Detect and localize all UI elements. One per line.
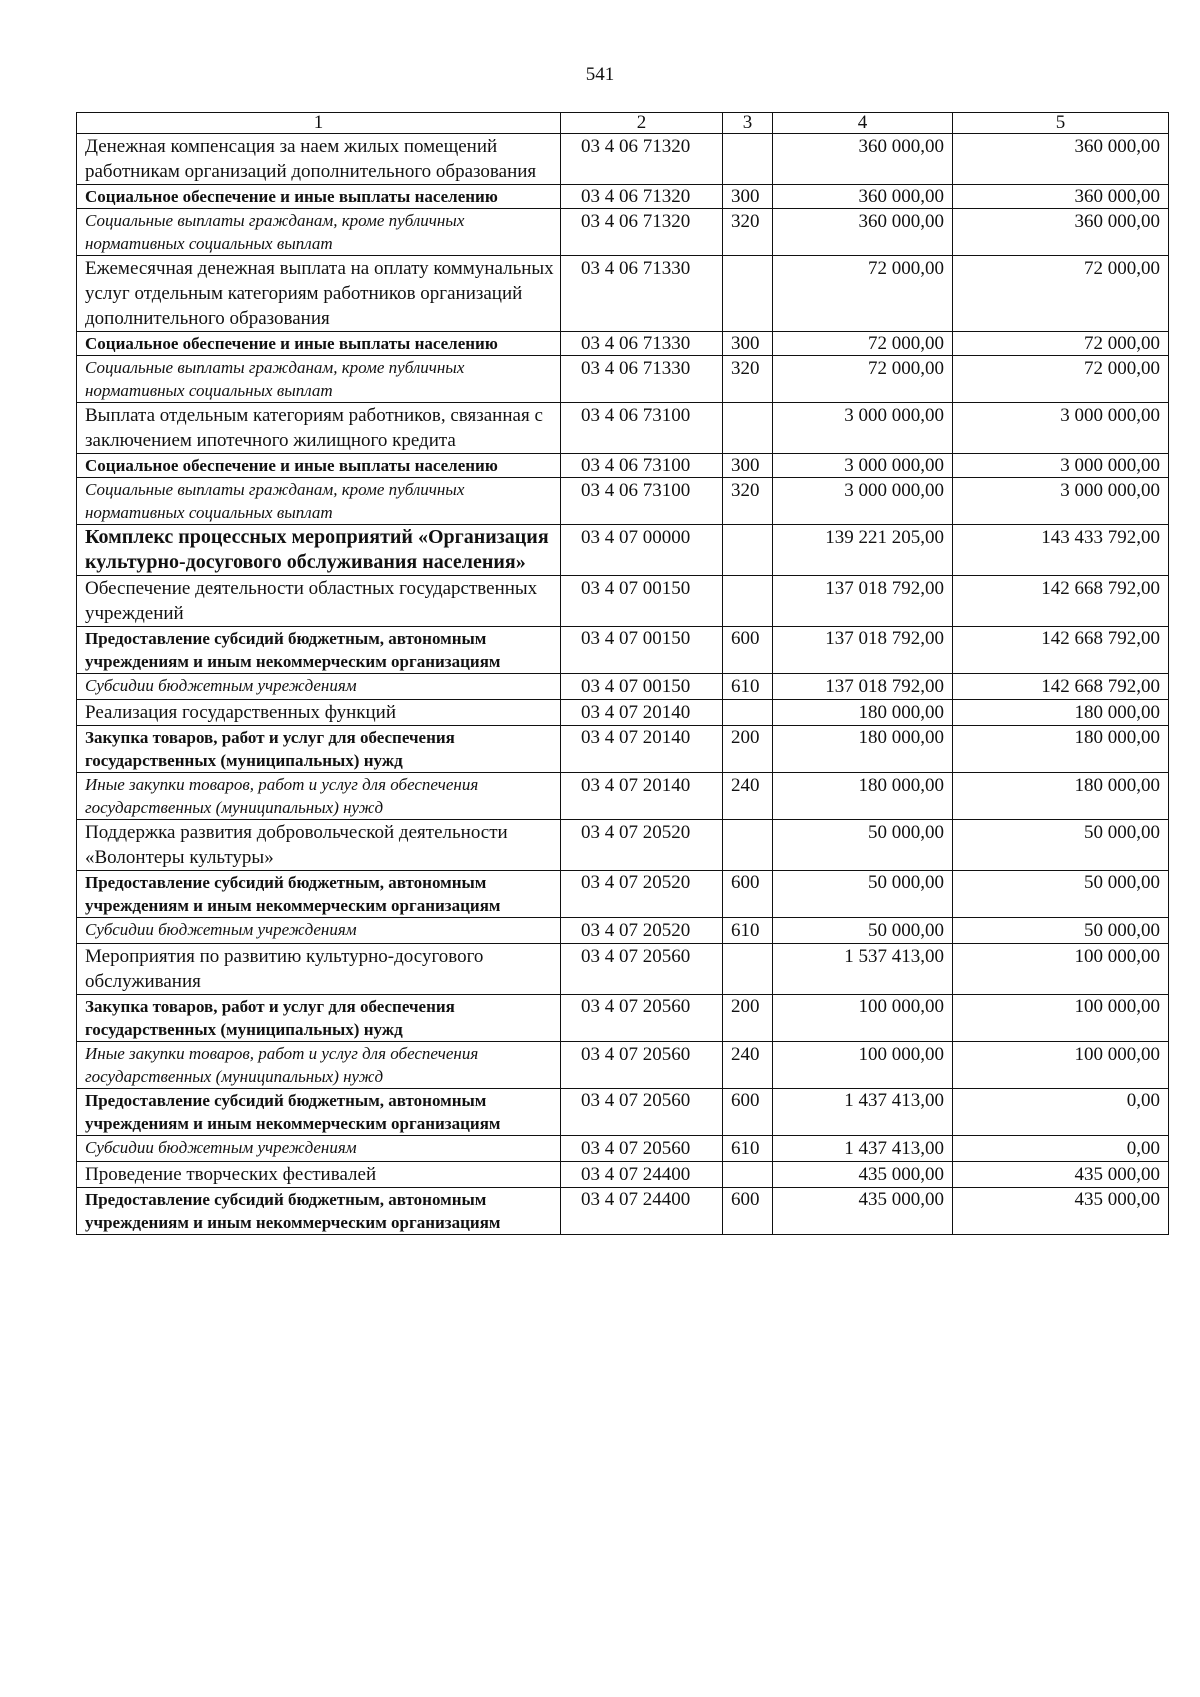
row-type-cell: [723, 944, 773, 995]
table-row: [77, 1089, 1169, 1136]
row-amount-1-cell: 3 000 000,00: [773, 454, 953, 478]
row-amount-2-cell: 0,00: [953, 1136, 1169, 1162]
table-row: [77, 1162, 1169, 1188]
row-code-cell: 03 4 07 20520: [561, 918, 723, 944]
row-amount-2-cell: 435 000,00: [953, 1188, 1169, 1235]
table-row: [77, 1188, 1169, 1235]
row-amount-2-cell: 360 000,00: [953, 209, 1169, 256]
table-body: [77, 134, 1169, 1235]
row-name-cell: Комплекс процессных мероприятий «Организация культурно-досугового обслуживания населения»: [77, 525, 561, 576]
row-amount-1-cell: 139 221 205,00: [773, 525, 953, 576]
row-type-cell: 320: [723, 209, 773, 256]
table-row: [77, 627, 1169, 674]
row-name-cell: Социальное обеспечение и иные выплаты населению: [77, 454, 561, 478]
row-code-cell: 03 4 07 20560: [561, 1136, 723, 1162]
table-row: [77, 256, 1169, 332]
table-row: [77, 773, 1169, 820]
row-name-cell: Денежная компенсация за наем жилых помещений работникам организаций дополнительного образования: [77, 134, 561, 185]
row-code-cell: 03 4 06 71320: [561, 134, 723, 185]
row-amount-1-cell: 137 018 792,00: [773, 674, 953, 700]
row-code-cell: 03 4 06 71330: [561, 356, 723, 403]
table-row: [77, 995, 1169, 1042]
header-row: [77, 113, 1169, 134]
row-name-cell: Предоставление субсидий бюджетным, автономным учреждениям и иным некоммерческим организациям: [77, 871, 561, 918]
column-header-1: 1: [77, 113, 561, 134]
row-name-cell: Закупка товаров, работ и услуг для обеспечения государственных (муниципальных) нужд: [77, 995, 561, 1042]
row-amount-1-cell: 137 018 792,00: [773, 627, 953, 674]
row-amount-1-cell: 50 000,00: [773, 918, 953, 944]
row-code-cell: 03 4 06 73100: [561, 478, 723, 525]
row-amount-2-cell: 50 000,00: [953, 918, 1169, 944]
row-amount-2-cell: 100 000,00: [953, 944, 1169, 995]
row-type-cell: 240: [723, 773, 773, 820]
table-row: [77, 918, 1169, 944]
row-amount-2-cell: 435 000,00: [953, 1162, 1169, 1188]
table-row: [77, 403, 1169, 454]
row-type-cell: 600: [723, 1089, 773, 1136]
row-amount-2-cell: 50 000,00: [953, 820, 1169, 871]
row-type-cell: 610: [723, 918, 773, 944]
page-number: 541: [585, 64, 615, 85]
row-code-cell: 03 4 07 20520: [561, 820, 723, 871]
row-code-cell: 03 4 07 00150: [561, 627, 723, 674]
row-type-cell: [723, 700, 773, 726]
row-code-cell: 03 4 07 00000: [561, 525, 723, 576]
row-type-cell: 320: [723, 356, 773, 403]
row-type-cell: 600: [723, 871, 773, 918]
row-name-cell: Социальное обеспечение и иные выплаты населению: [77, 185, 561, 209]
row-code-cell: 03 4 07 20140: [561, 700, 723, 726]
row-amount-2-cell: 72 000,00: [953, 332, 1169, 356]
row-amount-1-cell: 1 437 413,00: [773, 1136, 953, 1162]
row-type-cell: 300: [723, 185, 773, 209]
row-type-cell: [723, 820, 773, 871]
row-code-cell: 03 4 06 73100: [561, 403, 723, 454]
row-amount-1-cell: 1 437 413,00: [773, 1089, 953, 1136]
table-row: [77, 726, 1169, 773]
table-row: [77, 820, 1169, 871]
row-name-cell: Социальные выплаты гражданам, кроме публичных нормативных социальных выплат: [77, 478, 561, 525]
row-amount-1-cell: 3 000 000,00: [773, 403, 953, 454]
row-type-cell: [723, 256, 773, 332]
budget-table: [76, 112, 1169, 1235]
row-amount-1-cell: 435 000,00: [773, 1162, 953, 1188]
row-type-cell: 300: [723, 332, 773, 356]
row-type-cell: 240: [723, 1042, 773, 1089]
row-code-cell: 03 4 07 20560: [561, 944, 723, 995]
row-code-cell: 03 4 06 71320: [561, 185, 723, 209]
row-amount-1-cell: 50 000,00: [773, 820, 953, 871]
table-row: [77, 1042, 1169, 1089]
row-amount-1-cell: 435 000,00: [773, 1188, 953, 1235]
row-code-cell: 03 4 07 24400: [561, 1188, 723, 1235]
column-header-4: 4: [773, 113, 953, 134]
row-name-cell: Обеспечение деятельности областных государственных учреждений: [77, 576, 561, 627]
row-code-cell: 03 4 07 20140: [561, 773, 723, 820]
row-name-cell: Реализация государственных функций: [77, 700, 561, 726]
table-row: [77, 576, 1169, 627]
row-amount-2-cell: 360 000,00: [953, 185, 1169, 209]
row-code-cell: 03 4 07 00150: [561, 674, 723, 700]
row-type-cell: [723, 134, 773, 185]
row-amount-1-cell: 72 000,00: [773, 356, 953, 403]
row-name-cell: Ежемесячная денежная выплата на оплату коммунальных услуг отдельным категориям работников организаций дополнительного образования: [77, 256, 561, 332]
row-name-cell: Предоставление субсидий бюджетным, автономным учреждениям и иным некоммерческим организациям: [77, 1089, 561, 1136]
row-name-cell: Мероприятия по развитию культурно-досугового обслуживания: [77, 944, 561, 995]
row-amount-1-cell: 137 018 792,00: [773, 576, 953, 627]
row-amount-2-cell: 100 000,00: [953, 995, 1169, 1042]
row-name-cell: Предоставление субсидий бюджетным, автономным учреждениям и иным некоммерческим организациям: [77, 1188, 561, 1235]
row-amount-2-cell: 3 000 000,00: [953, 454, 1169, 478]
row-code-cell: 03 4 07 00150: [561, 576, 723, 627]
row-name-cell: Выплата отдельным категориям работников, связанная с заключением ипотечного жилищного кредита: [77, 403, 561, 454]
row-type-cell: 200: [723, 726, 773, 773]
row-amount-1-cell: 180 000,00: [773, 773, 953, 820]
row-amount-2-cell: 72 000,00: [953, 356, 1169, 403]
table-row: [77, 700, 1169, 726]
row-amount-2-cell: 3 000 000,00: [953, 403, 1169, 454]
table-row: [77, 356, 1169, 403]
row-code-cell: 03 4 07 20560: [561, 1042, 723, 1089]
column-header-3: 3: [723, 113, 773, 134]
table-row: [77, 454, 1169, 478]
row-amount-1-cell: 72 000,00: [773, 332, 953, 356]
row-amount-2-cell: 180 000,00: [953, 700, 1169, 726]
row-name-cell: Иные закупки товаров, работ и услуг для обеспечения государственных (муниципальных) нужд: [77, 1042, 561, 1089]
row-name-cell: Предоставление субсидий бюджетным, автономным учреждениям и иным некоммерческим организациям: [77, 627, 561, 674]
row-amount-2-cell: 142 668 792,00: [953, 674, 1169, 700]
row-code-cell: 03 4 07 20140: [561, 726, 723, 773]
row-amount-2-cell: 50 000,00: [953, 871, 1169, 918]
row-amount-1-cell: 72 000,00: [773, 256, 953, 332]
row-amount-2-cell: 360 000,00: [953, 134, 1169, 185]
row-type-cell: 610: [723, 674, 773, 700]
row-type-cell: 610: [723, 1136, 773, 1162]
row-type-cell: [723, 1162, 773, 1188]
row-type-cell: 320: [723, 478, 773, 525]
row-amount-1-cell: 100 000,00: [773, 1042, 953, 1089]
row-amount-1-cell: 360 000,00: [773, 134, 953, 185]
row-type-cell: [723, 403, 773, 454]
row-type-cell: 600: [723, 1188, 773, 1235]
row-amount-2-cell: 3 000 000,00: [953, 478, 1169, 525]
row-code-cell: 03 4 07 24400: [561, 1162, 723, 1188]
row-name-cell: Закупка товаров, работ и услуг для обеспечения государственных (муниципальных) нужд: [77, 726, 561, 773]
row-name-cell: Поддержка развития добровольческой деятельности «Волонтеры культуры»: [77, 820, 561, 871]
row-code-cell: 03 4 07 20560: [561, 995, 723, 1042]
table-row: [77, 134, 1169, 185]
table-row: [77, 185, 1169, 209]
row-amount-1-cell: 50 000,00: [773, 871, 953, 918]
row-amount-1-cell: 100 000,00: [773, 995, 953, 1042]
row-code-cell: 03 4 06 71330: [561, 332, 723, 356]
row-type-cell: 600: [723, 627, 773, 674]
row-code-cell: 03 4 06 71330: [561, 256, 723, 332]
row-type-cell: 200: [723, 995, 773, 1042]
row-amount-2-cell: 142 668 792,00: [953, 627, 1169, 674]
row-name-cell: Иные закупки товаров, работ и услуг для обеспечения государственных (муниципальных) нужд: [77, 773, 561, 820]
row-code-cell: 03 4 07 20560: [561, 1089, 723, 1136]
row-code-cell: 03 4 06 73100: [561, 454, 723, 478]
row-type-cell: [723, 576, 773, 627]
row-type-cell: [723, 525, 773, 576]
table-row: [77, 332, 1169, 356]
row-code-cell: 03 4 06 71320: [561, 209, 723, 256]
row-amount-1-cell: 360 000,00: [773, 185, 953, 209]
row-name-cell: Социальные выплаты гражданам, кроме публичных нормативных социальных выплат: [77, 209, 561, 256]
table-row: [77, 1136, 1169, 1162]
row-amount-1-cell: 180 000,00: [773, 726, 953, 773]
row-amount-1-cell: 360 000,00: [773, 209, 953, 256]
row-amount-2-cell: 143 433 792,00: [953, 525, 1169, 576]
table-row: [77, 525, 1169, 576]
row-type-cell: 300: [723, 454, 773, 478]
row-name-cell: Проведение творческих фестивалей: [77, 1162, 561, 1188]
row-amount-1-cell: 1 537 413,00: [773, 944, 953, 995]
row-amount-2-cell: 72 000,00: [953, 256, 1169, 332]
row-amount-2-cell: 142 668 792,00: [953, 576, 1169, 627]
row-name-cell: Социальные выплаты гражданам, кроме публичных нормативных социальных выплат: [77, 356, 561, 403]
table-row: [77, 944, 1169, 995]
table-row: [77, 478, 1169, 525]
row-amount-1-cell: 3 000 000,00: [773, 478, 953, 525]
row-name-cell: Субсидии бюджетным учреждениям: [77, 674, 561, 700]
row-amount-2-cell: 180 000,00: [953, 773, 1169, 820]
row-name-cell: Субсидии бюджетным учреждениям: [77, 918, 561, 944]
row-name-cell: Социальное обеспечение и иные выплаты населению: [77, 332, 561, 356]
table-row: [77, 674, 1169, 700]
row-amount-1-cell: 180 000,00: [773, 700, 953, 726]
row-name-cell: Субсидии бюджетным учреждениям: [77, 1136, 561, 1162]
row-amount-2-cell: 100 000,00: [953, 1042, 1169, 1089]
row-amount-2-cell: 180 000,00: [953, 726, 1169, 773]
column-header-5: 5: [953, 113, 1169, 134]
column-header-2: 2: [561, 113, 723, 134]
row-amount-2-cell: 0,00: [953, 1089, 1169, 1136]
table-row: [77, 871, 1169, 918]
table-row: [77, 209, 1169, 256]
row-code-cell: 03 4 07 20520: [561, 871, 723, 918]
